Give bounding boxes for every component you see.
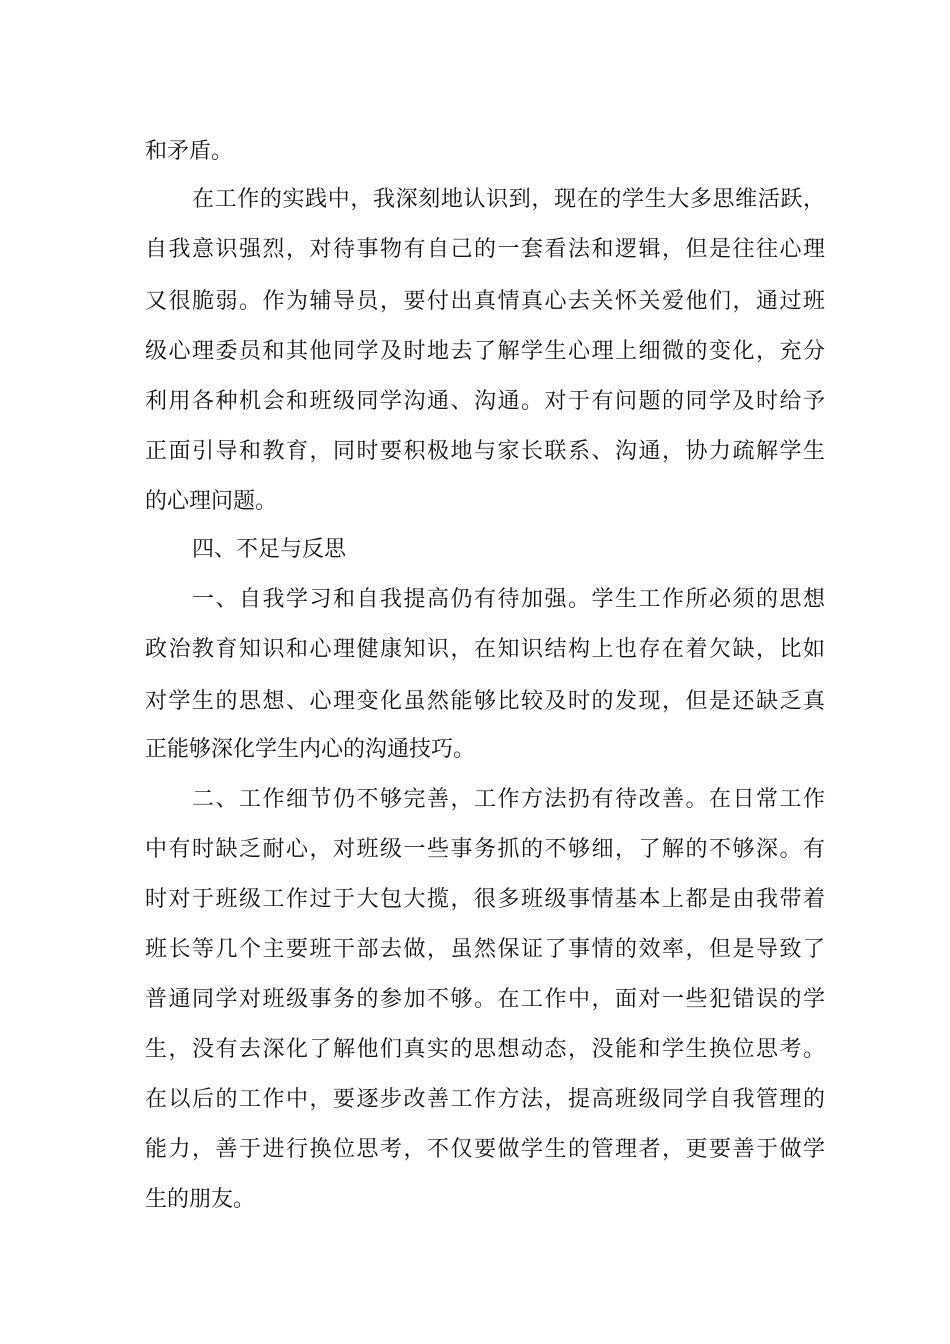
- text-line: 班长等几个主要班干部去做，虽然保证了事情的效率，但是导致了: [145, 937, 825, 962]
- text-line: 中有时缺乏耐心，对班级一些事务抓的不够细，了解的不够深。有: [145, 837, 825, 862]
- text-line: 政治教育知识和心理健康知识，在知识结构上也存在着欠缺，比如: [145, 637, 825, 662]
- paragraph-first-line: 二、工作细节仍不够完善，工作方法扔有待改善。在日常工作: [192, 787, 825, 812]
- text-line: 时对于班级工作过于大包大揽，很多班级事情基本上都是由我带着: [145, 887, 825, 912]
- text-line: 级心理委员和其他同学及时地去了解学生心理上细微的变化，充分: [145, 339, 825, 364]
- text-line: 生的朋友。: [145, 1187, 256, 1212]
- text-line: 和矛盾。: [145, 139, 234, 164]
- text-line: 自我意识强烈，对待事物有自己的一套看法和逻辑，但是往往心理: [145, 237, 825, 262]
- text-line: 在以后的工作中，要逐步改善工作方法，提高班级同学自我管理的: [145, 1087, 825, 1112]
- text-line: 的心理问题。: [145, 489, 278, 514]
- paragraph-first-line: 一、自我学习和自我提高仍有待加强。学生工作所必须的思想: [192, 587, 825, 612]
- text-line: 正能够深化学生内心的沟通技巧。: [145, 737, 476, 762]
- text-line: 利用各种机会和班级同学沟通、沟通。对于有问题的同学及时给予: [145, 389, 825, 414]
- text-line: 对学生的思想、心理变化虽然能够比较及时的发现，但是还缺乏真: [145, 689, 825, 714]
- text-line: 又很脆弱。作为辅导员，要付出真情真心去关怀关爱他们，通过班: [145, 289, 825, 314]
- section-heading: 四、不足与反思: [192, 537, 347, 562]
- text-line: 能力，善于进行换位思考，不仅要做学生的管理者，更要善于做学: [145, 1137, 825, 1162]
- text-line: 普通同学对班级事务的参加不够。在工作中，面对一些犯错误的学: [145, 987, 825, 1012]
- text-line: 正面引导和教育，同时要积极地与家长联系、沟通，协力疏解学生: [145, 439, 825, 464]
- text-line: 生，没有去深化了解他们真实的思想动态，没能和学生换位思考。: [145, 1037, 825, 1062]
- paragraph-first-line: 在工作的实践中，我深刻地认识到，现在的学生大多思维活跃，: [192, 187, 825, 212]
